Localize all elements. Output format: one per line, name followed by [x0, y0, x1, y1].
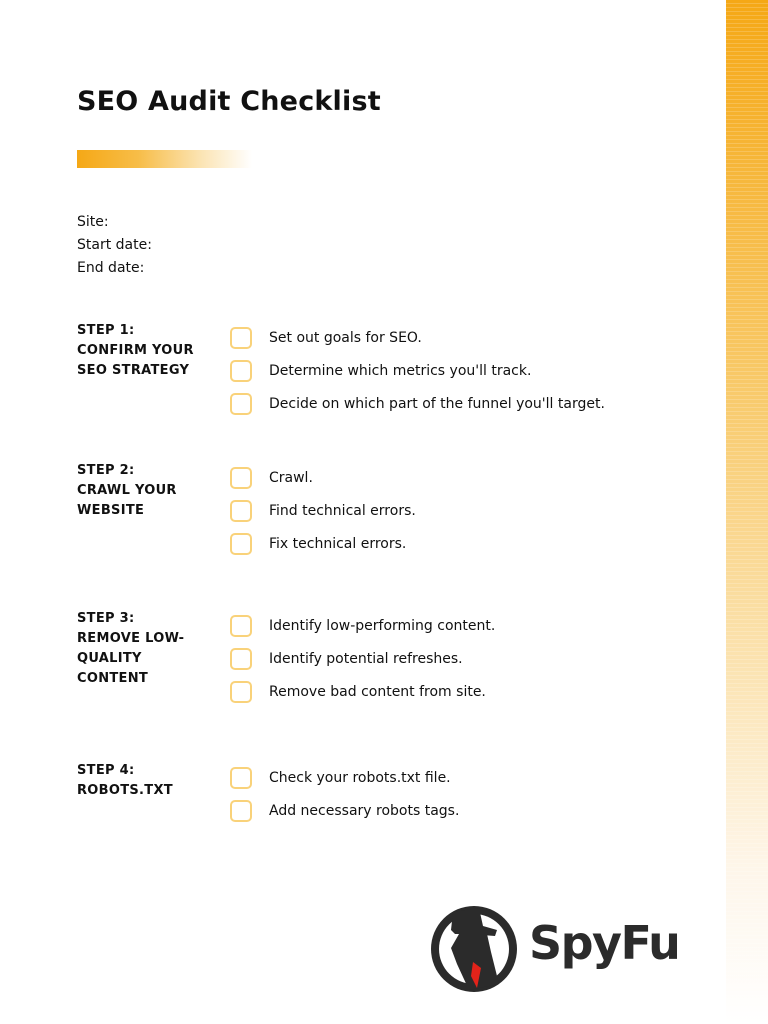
checkbox[interactable]	[230, 360, 252, 382]
checkbox[interactable]	[230, 467, 252, 489]
side-gradient-stripe	[726, 0, 768, 1024]
task-text: Identify potential refreshes.	[269, 650, 463, 667]
task-text: Remove bad content from site.	[269, 683, 486, 700]
task-text: Crawl.	[269, 469, 313, 486]
task-item[interactable]	[230, 527, 416, 560]
task-text: Determine which metrics you'll track.	[269, 362, 532, 379]
step-2-tasks	[230, 461, 416, 560]
task-text: Identify low-performing content.	[269, 617, 496, 634]
task-item[interactable]	[230, 461, 416, 494]
task-text: Fix technical errors.	[269, 535, 407, 552]
checkbox[interactable]	[230, 767, 252, 789]
task-item[interactable]	[230, 321, 605, 354]
task-text: Add necessary robots tags.	[269, 802, 460, 819]
step-3-tasks	[230, 609, 495, 708]
start-date-field-label: Start date:	[77, 237, 152, 253]
task-item[interactable]	[230, 494, 416, 527]
page-title: SEO Audit Checklist	[77, 86, 381, 117]
checkbox[interactable]	[230, 681, 252, 703]
checkbox[interactable]	[230, 327, 252, 349]
step-4-tasks	[230, 761, 459, 827]
spy-logo-icon	[429, 904, 519, 994]
site-field-label: Site:	[77, 214, 109, 230]
task-text: Decide on which part of the funnel you'll target.	[269, 395, 605, 412]
task-text: Set out goals for SEO.	[269, 329, 422, 346]
checkbox[interactable]	[230, 533, 252, 555]
checkbox[interactable]	[230, 615, 252, 637]
brand-name: SpyFu	[529, 916, 680, 970]
step-4-label: STEP 4: ROBOTS.TXT	[77, 763, 173, 798]
title-accent-bar	[77, 150, 252, 168]
checkbox[interactable]	[230, 393, 252, 415]
step-1-label: STEP 1: CONFIRM YOUR SEO STRATEGY	[77, 323, 194, 378]
step-3-label: STEP 3: REMOVE LOW- QUALITY CONTENT	[77, 611, 185, 686]
checkbox[interactable]	[230, 800, 252, 822]
spyfu-logo	[429, 904, 680, 994]
task-item[interactable]	[230, 354, 605, 387]
task-text: Find technical errors.	[269, 502, 416, 519]
step-2-label: STEP 2: CRAWL YOUR WEBSITE	[77, 463, 177, 518]
task-item[interactable]	[230, 794, 459, 827]
task-item[interactable]	[230, 761, 459, 794]
task-item[interactable]	[230, 675, 495, 708]
checkbox[interactable]	[230, 648, 252, 670]
task-item[interactable]	[230, 387, 605, 420]
step-1-tasks	[230, 321, 605, 420]
end-date-field-label: End date:	[77, 260, 145, 276]
task-item[interactable]	[230, 642, 495, 675]
task-text: Check your robots.txt file.	[269, 769, 451, 786]
checkbox[interactable]	[230, 500, 252, 522]
task-item[interactable]	[230, 609, 495, 642]
audit-info	[77, 211, 152, 280]
